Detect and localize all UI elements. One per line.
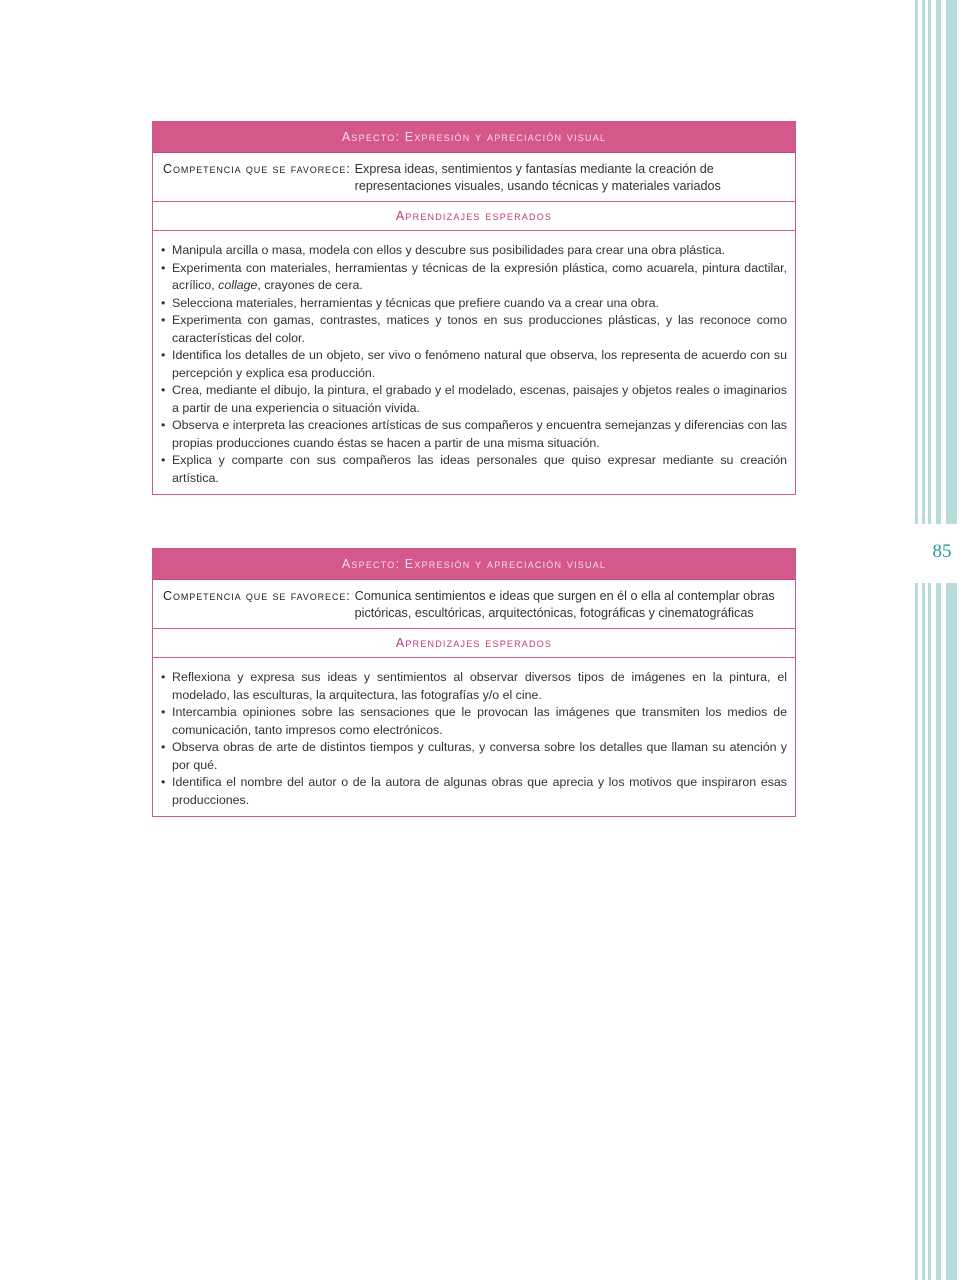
list-item: • Observa obras de arte de distintos tiempos y culturas, y conversa sobre los detalles que llaman su atención y por qué. (161, 739, 787, 774)
page-number: 85 (932, 541, 952, 562)
aspect-title: Aspecto: Expresión y apreciación visual (153, 549, 795, 580)
list-item: • Crea, mediante el dibujo, la pintura, el grabado y el modelado, escenas, paisajes y objetos reales o imaginarios a partir de una experiencia o situación vivida. (161, 382, 787, 417)
list-item (161, 260, 787, 295)
list-item: • Intercambia opiniones sobre las sensaciones que le provocan las imágenes que transmiten los medios de comunicación, tanto impresos como electrónicos. (161, 704, 787, 739)
stripe (915, 0, 918, 524)
competencia-label: Competencia que se favorece: (163, 162, 351, 176)
list-item: • Observa e interpreta las creaciones artísticas de sus compañeros y encuentra semejanzas y diferencias con las propias producciones cuando éstas se hacen a partir de una misma situación. (161, 417, 787, 452)
stripe (915, 583, 918, 1280)
decorative-stripes-top (910, 0, 972, 524)
list-item: • Manipula arcilla o masa, modela con ellos y descubre sus posibilidades para crear una obra plástica. (161, 242, 787, 260)
list-item: • Identifica el nombre del autor o de la autora de algunas obras que aprecia y los motivos que inspiraron esas producciones. (161, 774, 787, 809)
competencia-label: Competencia que se favorece: (163, 589, 351, 603)
list-item: • Reflexiona y expresa sus ideas y sentimientos al observar diversos tipos de imágenes en la pintura, el modelado, las esculturas, la arquitectura, las fotografías y/o el cine. (161, 669, 787, 704)
stripe (936, 0, 941, 524)
aspect-box-1 (152, 121, 796, 495)
competencia-row (153, 580, 795, 629)
decorative-stripes-bottom (910, 583, 972, 1280)
stripe (928, 583, 931, 1280)
stripe (946, 583, 957, 1280)
list-item: • Explica y comparte con sus compañeros las ideas personales que quiso expresar mediante su creación artística. (161, 452, 787, 487)
list-item-text: , crayones de cera. (257, 278, 363, 292)
learning-list (153, 658, 795, 816)
competencia-text: Comunica sentimientos e ideas que surgen en él o ella al contemplar obras pictóricas, escultóricas, arquitectónicas, fotográficas y cinematográficas (354, 589, 775, 620)
aprendizajes-title: Aprendizajes esperados (153, 202, 795, 231)
list-item-italic: collage (218, 278, 258, 292)
list-item: • Experimenta con gamas, contrastes, matices y tonos en sus producciones plásticas, y las reconoce como características del color. (161, 312, 787, 347)
stripe (936, 583, 941, 1280)
list-item: • Selecciona materiales, herramientas y técnicas que prefiere cuando va a crear una obra. (161, 295, 787, 313)
aprendizajes-title: Aprendizajes esperados (153, 629, 795, 658)
stripe (922, 0, 925, 524)
competencia-row (153, 153, 795, 202)
aspect-title: Aspecto: Expresión y apreciación visual (153, 122, 795, 153)
aspect-box-2 (152, 548, 796, 817)
learning-list (153, 231, 795, 494)
stripe (928, 0, 931, 524)
competencia-text: Expresa ideas, sentimientos y fantasías mediante la creación de representaciones visuales, usando técnicas y materiales variados (354, 162, 721, 193)
stripe (946, 0, 957, 524)
stripe (922, 583, 925, 1280)
list-item: • Identifica los detalles de un objeto, ser vivo o fenómeno natural que observa, los representa de acuerdo con su percepción y explica esa producción. (161, 347, 787, 382)
list-item-text: Experimenta con materiales, herramientas y técnicas de la expresión plástica, como acuarela, pintura dactilar, acrílico, (172, 260, 787, 292)
